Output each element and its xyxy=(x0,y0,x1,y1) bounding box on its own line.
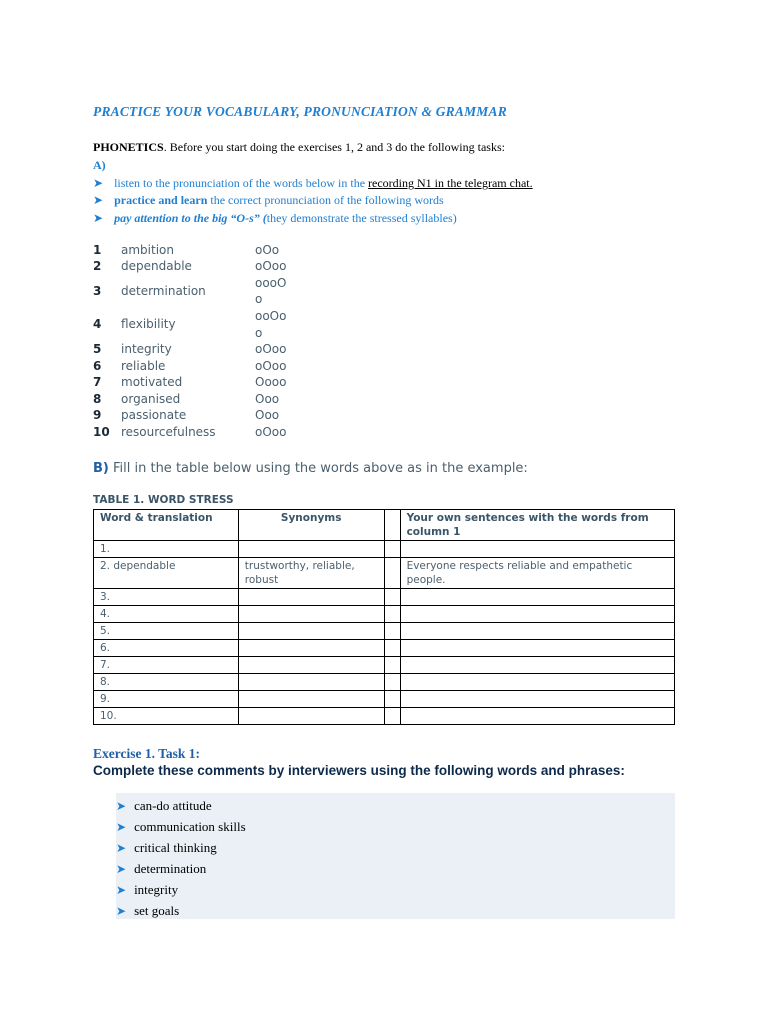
word-num: 8 xyxy=(93,392,102,406)
bullet-row-1 xyxy=(93,176,533,191)
table-cell[interactable]: trustworthy, reliable, robust xyxy=(238,558,384,589)
table-row xyxy=(94,606,675,623)
arrow-bullet-icon: ➤ xyxy=(93,211,104,225)
table-row xyxy=(94,623,675,640)
page-title: PRACTICE YOUR VOCABULARY, PRONUNCIATION & GRAMMAR xyxy=(93,104,507,119)
word-num: 4 xyxy=(93,317,102,331)
table-row xyxy=(94,657,675,674)
stress-pattern: Ooo xyxy=(255,392,280,406)
bullet-3-text: they demonstrate the stressed syllables) xyxy=(266,211,457,225)
stress-pattern: oOoo xyxy=(255,342,287,356)
word: motivated xyxy=(121,375,183,389)
word-num: 5 xyxy=(93,342,102,356)
table-cell[interactable]: 1. xyxy=(94,541,239,558)
table-cell[interactable] xyxy=(400,589,674,606)
list-item xyxy=(116,819,246,835)
table-cell[interactable] xyxy=(238,541,384,558)
stress-pattern: ooOo xyxy=(255,309,287,323)
table-cell[interactable] xyxy=(384,623,400,640)
table-header-row xyxy=(94,510,675,541)
table-cell[interactable]: 4. xyxy=(94,606,239,623)
table-cell[interactable] xyxy=(400,623,674,640)
word-stress-table xyxy=(93,509,675,725)
table-cell[interactable] xyxy=(238,606,384,623)
table-cell[interactable] xyxy=(238,640,384,657)
word: passionate xyxy=(121,408,187,422)
col-header-synonyms: Synonyms xyxy=(238,510,384,541)
table-cell[interactable] xyxy=(384,558,400,589)
list-item-label: critical thinking xyxy=(134,840,217,855)
word: integrity xyxy=(121,342,172,356)
word-num: 2 xyxy=(93,259,102,273)
part-b-instruction xyxy=(93,461,528,476)
table-cell[interactable] xyxy=(238,589,384,606)
phonetics-instruction: . Before you start doing the exercises 1, 2 and 3 do the following tasks: xyxy=(163,140,505,154)
table-cell[interactable] xyxy=(384,541,400,558)
list-item xyxy=(116,903,179,919)
list-item-label: can-do attitude xyxy=(134,798,212,813)
table-cell[interactable]: 7. xyxy=(94,657,239,674)
list-item xyxy=(116,798,212,814)
word: ambition xyxy=(121,243,174,257)
list-item xyxy=(116,861,206,877)
table-caption: TABLE 1. WORD STRESS xyxy=(93,494,234,506)
arrow-bullet-icon: ➤ xyxy=(116,841,127,855)
stress-pattern: oOo xyxy=(255,243,280,257)
bullet-3-bold: pay attention to the big “O-s” ( xyxy=(114,211,267,225)
list-item xyxy=(116,840,217,856)
stress-pattern-wrap: o xyxy=(255,326,263,340)
bullet-row-2 xyxy=(93,193,444,208)
table-row xyxy=(94,708,675,725)
table-row xyxy=(94,691,675,708)
bullet-1-text: listen to the pronunciation of the words below in the xyxy=(114,176,369,190)
table-row xyxy=(94,541,675,558)
table-cell[interactable] xyxy=(384,708,400,725)
list-item xyxy=(116,882,178,898)
stress-pattern: oOoo xyxy=(255,259,287,273)
stress-pattern: oOoo xyxy=(255,425,287,439)
table-cell[interactable]: Everyone respects reliable and empathetic people. xyxy=(400,558,674,589)
table-cell[interactable] xyxy=(384,691,400,708)
table-cell[interactable] xyxy=(238,708,384,725)
table-cell[interactable] xyxy=(400,657,674,674)
arrow-bullet-icon: ➤ xyxy=(116,883,127,897)
table-cell[interactable] xyxy=(400,674,674,691)
word-num: 3 xyxy=(93,284,102,298)
table-cell[interactable] xyxy=(400,708,674,725)
list-item-label: set goals xyxy=(134,903,180,918)
word: reliable xyxy=(121,359,166,373)
word-num: 9 xyxy=(93,408,102,422)
stress-pattern: Ooo xyxy=(255,408,280,422)
table-cell[interactable]: 2. dependable xyxy=(94,558,239,589)
phonetics-intro xyxy=(93,140,505,155)
bullet-2-bold: practice and learn xyxy=(114,193,208,207)
table-row xyxy=(94,640,675,657)
list-item-label: determination xyxy=(134,861,207,876)
stress-pattern-wrap: o xyxy=(255,292,263,306)
arrow-bullet-icon: ➤ xyxy=(93,193,104,207)
table-cell[interactable] xyxy=(400,541,674,558)
table-cell[interactable] xyxy=(384,657,400,674)
arrow-bullet-icon: ➤ xyxy=(93,176,104,190)
arrow-bullet-icon: ➤ xyxy=(116,904,127,918)
table-cell[interactable] xyxy=(238,657,384,674)
table-cell[interactable] xyxy=(238,691,384,708)
word: dependable xyxy=(121,259,192,273)
table-cell[interactable]: 3. xyxy=(94,589,239,606)
arrow-bullet-icon: ➤ xyxy=(116,820,127,834)
arrow-bullet-icon: ➤ xyxy=(116,862,127,876)
part-a-label: A) xyxy=(93,158,106,172)
exercise-title: Exercise 1. Task 1: xyxy=(93,746,201,761)
table-cell[interactable] xyxy=(238,623,384,640)
table-row xyxy=(94,674,675,691)
list-item-label: integrity xyxy=(134,882,179,897)
table-cell[interactable]: 10. xyxy=(94,708,239,725)
table-cell[interactable] xyxy=(400,691,674,708)
word-num: 6 xyxy=(93,359,102,373)
telegram-recording-link[interactable]: recording N1 in the telegram chat. xyxy=(368,176,533,190)
table-cell[interactable] xyxy=(400,640,674,657)
col-header-word: Word & translation xyxy=(94,510,239,541)
table-cell[interactable] xyxy=(384,606,400,623)
stress-pattern: oOoo xyxy=(255,359,287,373)
word-num: 7 xyxy=(93,375,102,389)
part-b-label: B) xyxy=(93,461,109,476)
table-row xyxy=(94,558,675,589)
word: flexibility xyxy=(121,317,176,331)
bullet-2-text: the correct pronunciation of the following words xyxy=(207,193,444,207)
table-cell[interactable] xyxy=(400,606,674,623)
word: resourcefulness xyxy=(121,425,216,439)
table-cell[interactable]: 5. xyxy=(94,623,239,640)
table-row xyxy=(94,589,675,606)
exercise-subtitle: Complete these comments by interviewers using the following words and phrases: xyxy=(93,763,625,778)
table-cell[interactable]: 8. xyxy=(94,674,239,691)
arrow-bullet-icon: ➤ xyxy=(116,799,127,813)
phonetics-label: PHONETICS xyxy=(93,140,164,154)
part-b-text: Fill in the table below using the words above as in the example: xyxy=(108,461,528,476)
word: determination xyxy=(121,284,206,298)
table-cell[interactable]: 6. xyxy=(94,640,239,657)
col-header-sentences: Your own sentences with the words from column 1 xyxy=(400,510,674,541)
word-num: 10 xyxy=(93,425,110,439)
col-header-blank xyxy=(384,510,400,541)
table-cell[interactable] xyxy=(384,674,400,691)
table-cell[interactable] xyxy=(384,640,400,657)
bullet-row-3 xyxy=(93,211,457,226)
list-item-label: communication skills xyxy=(134,819,246,834)
word-num: 1 xyxy=(93,243,102,257)
table-cell[interactable] xyxy=(238,674,384,691)
word: organised xyxy=(121,392,181,406)
stress-pattern: Oooo xyxy=(255,375,287,389)
stress-pattern: oooO xyxy=(255,276,287,290)
table-cell[interactable]: 9. xyxy=(94,691,239,708)
table-cell[interactable] xyxy=(384,589,400,606)
